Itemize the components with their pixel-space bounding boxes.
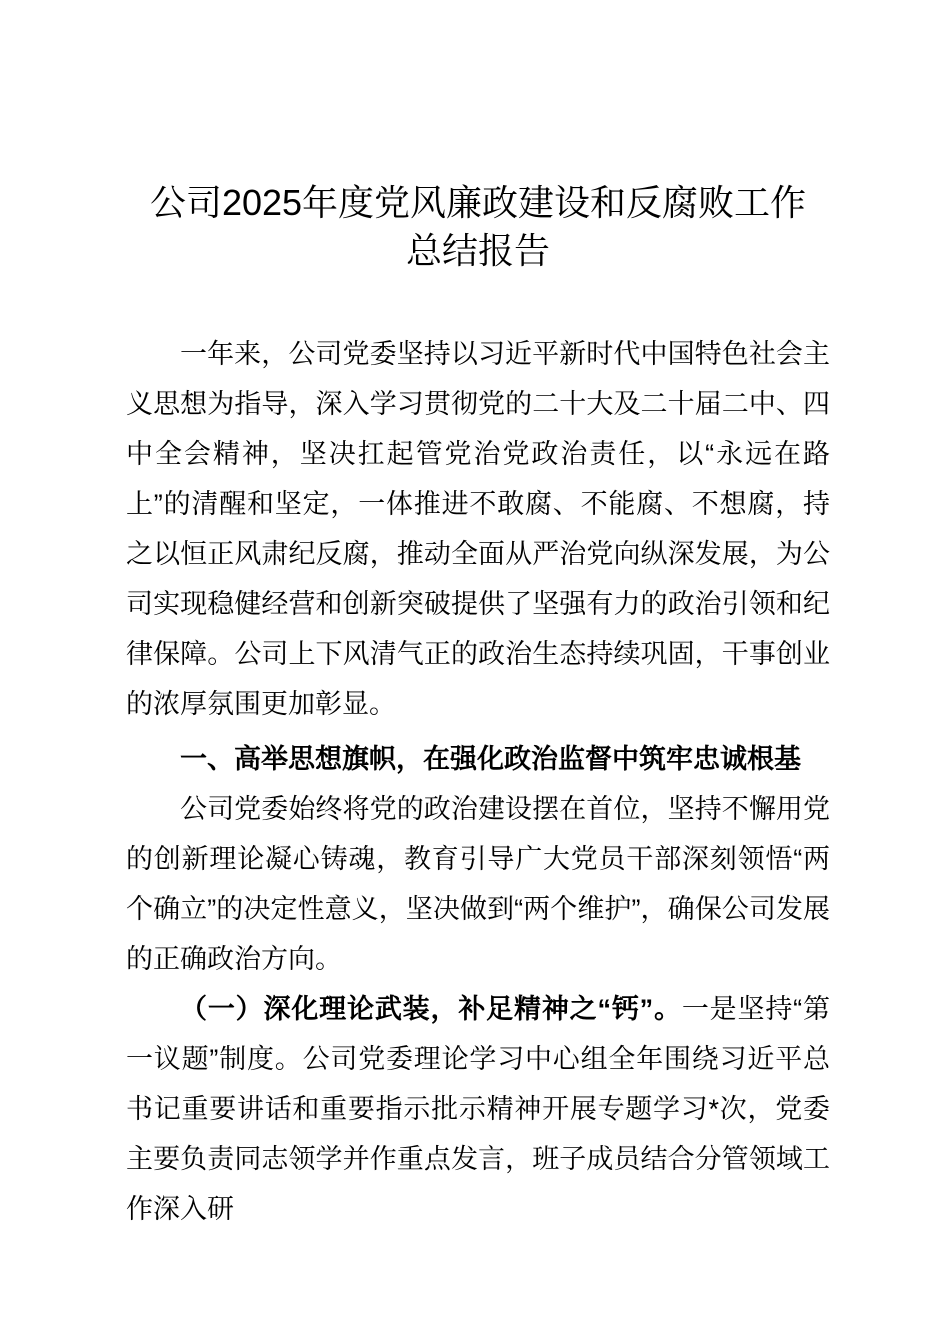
- paragraph-subsection-1-1: [126, 984, 830, 1234]
- paragraph-intro: 一年来，公司党委坚持以习近平新时代中国特色社会主义思想为指导，深入学习贯彻党的二十大及二十届二中、四中全会精神，坚决扛起管党治党政治责任，以“永远在路上”的清醒和坚定，一体推进不敢腐、不能腐、不想腐，持之以恒正风肃纪反腐，推动全面从严治党向纵深发展，为公司实现稳健经营和创新突破提供了坚强有力的政治引领和纪律保障。公司上下风清气正的政治生态持续巩固，干事创业的浓厚氛围更加彰显。: [126, 339, 830, 719]
- section-heading-1: 一、高举思想旗帜，在强化政治监督中筑牢忠诚根基: [180, 744, 801, 774]
- document-title: 公司2025年度党风廉政建设和反腐败工作总结报告: [149, 182, 807, 271]
- subsection-1-1-text: 一是坚持“第一议题”制度。公司党委理论学习中心组全年围绕习近平总书记重要讲话和重要指示批示精神开展专题学习*次，党委主要负责同志领学并作重点发言，班子成员结合分管领域工作深入研: [126, 994, 831, 1224]
- paragraph-section-1: 公司党委始终将党的政治建设摆在首位，坚持不懈用党的创新理论凝心铸魂，教育引导广大党员干部深刻领悟“两个确立”的决定性意义，坚决做到“两个维护”，确保公司发展的正确政治方向。: [126, 794, 830, 974]
- subsection-1-1-lead: （一）深化理论武装，补足精神之“钙”。: [180, 994, 682, 1024]
- document-body: [126, 329, 830, 1234]
